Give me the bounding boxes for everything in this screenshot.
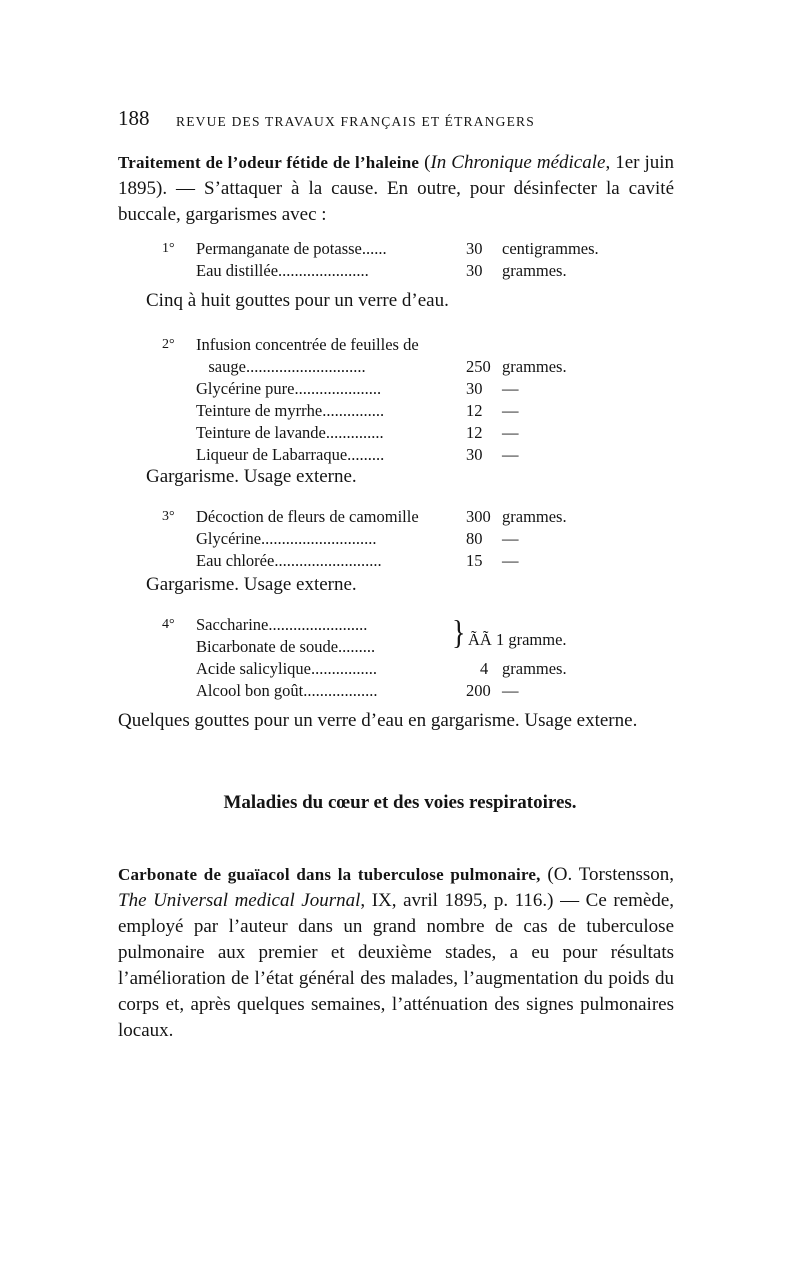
ingredient-name: sauge............................. — [196, 357, 366, 376]
recipe-row — [162, 444, 682, 466]
ingredient-unit: — — [502, 401, 519, 420]
ingredient-name: Décoction de fleurs de camomille — [196, 507, 419, 526]
ingredient-name: Infusion concentrée de feuilles de — [196, 335, 419, 354]
page-number: 188 — [118, 106, 150, 130]
ingredient-unit: centigrammes. — [502, 239, 599, 258]
ingredient-name: Alcool bon goût.................. — [196, 681, 378, 700]
ingredient-name: Acide salicylique................ — [196, 659, 378, 678]
recipe-note: Cinq à huit gouttes pour un verre d’eau. — [146, 290, 449, 311]
ingredient-name: Bicarbonate de soude......... — [196, 637, 376, 656]
recipe-row — [162, 260, 682, 282]
ingredient-name: Teinture de lavande.............. — [196, 423, 384, 442]
ingredient-qty: 12 — [466, 401, 483, 420]
recipe-row — [162, 636, 682, 658]
recipe-number: 2° — [162, 337, 175, 352]
recipe-row — [162, 614, 682, 636]
recipe-number: 3° — [162, 509, 175, 524]
ingredient-unit: grammes. — [502, 659, 567, 678]
ingredient-qty: 250 — [466, 357, 491, 376]
article-lead-title: Carbonate de guaïacol dans la tuberculose pulmonaire, — [118, 865, 541, 884]
paragraph-text: , IX, avril 1895, p. 116.) — Ce remède, employé par l’auteur dans un grand nombre de cas de tuberculose pulmonaire aux premier et deuxième stades, a eu pour résultats l’amélioration de l’état général des malades, l’augmentation du poids du corps et, après quelques semaines, l’atténuation des signes pulmonaires locaux. — [118, 890, 674, 1041]
ingredient-name: Liqueur de Labarraque......... — [196, 445, 385, 464]
ingredient-qty: 30 — [466, 445, 483, 464]
source-journal: In Chronique médicale — [430, 152, 606, 173]
ingredient-name: Permanganate de potasse...... — [196, 239, 387, 258]
paragraph-text: , 1er juin 1895). — S’attaquer à la cause. En outre, pour désinfecter la cavité buccale, gargarismes avec : — [118, 152, 675, 225]
ingredient-qty: 12 — [466, 423, 483, 442]
recipe-note: Gargarisme. Usage externe. — [146, 466, 357, 487]
recipe-4 — [162, 614, 682, 702]
ingredient-unit: grammes. — [502, 261, 567, 280]
recipe-row — [162, 550, 682, 572]
recipe-row — [162, 378, 682, 400]
ingredient-unit: grammes. — [502, 507, 567, 526]
ingredient-unit: — — [502, 445, 519, 464]
source-open: ( — [419, 152, 431, 173]
ingredient-unit: — — [502, 379, 519, 398]
ingredient-name: Saccharine........................ — [196, 615, 368, 634]
ingredient-unit: — — [502, 681, 519, 700]
brace-symbol: } — [452, 614, 466, 652]
recipe-row — [162, 680, 682, 702]
recipe-row — [162, 400, 682, 422]
ingredient-unit: grammes. — [502, 357, 567, 376]
paragraph-guaiacol — [118, 862, 674, 1044]
ingredient-unit: — — [502, 551, 519, 570]
recipe-2 — [162, 334, 682, 466]
page-header — [118, 106, 678, 136]
recipe-row — [162, 238, 682, 260]
recipe-number: 4° — [162, 617, 175, 632]
ingredient-name: Glycérine pure..................... — [196, 379, 382, 398]
article-lead-title: Traitement de l’odeur fétide de l’haleine — [118, 153, 420, 172]
paragraph-text: (O. Torstensson, — [540, 864, 674, 885]
recipe-row — [162, 528, 682, 550]
ingredient-qty: 30 — [466, 261, 483, 280]
ingredient-unit: — — [502, 423, 519, 442]
recipe-note: Quelques gouttes pour un verre d’eau en gargarisme. Usage externe. — [118, 710, 638, 731]
brace-quantity: ÃÃ 1 gramme. — [468, 630, 567, 649]
ingredient-qty: 300 — [466, 507, 491, 526]
ingredient-qty: 80 — [466, 529, 483, 548]
section-title: Maladies du cœur et des voies respiratoires. — [223, 792, 577, 813]
ingredient-name: Eau chlorée.......................... — [196, 551, 382, 570]
ingredient-qty: 30 — [466, 379, 483, 398]
paragraph-halitosis — [118, 150, 674, 228]
recipe-row — [162, 658, 682, 680]
ingredient-unit: — — [502, 529, 519, 548]
recipe-row — [162, 422, 682, 444]
source-journal: The Universal medical Journal — [118, 890, 361, 911]
recipe-row — [162, 356, 682, 378]
ingredient-qty: 200 — [466, 681, 491, 700]
ingredient-name: Eau distillée...................... — [196, 261, 369, 280]
ingredient-qty: 30 — [466, 239, 483, 258]
recipe-row — [162, 506, 682, 528]
running-head: REVUE DES TRAVAUX FRANÇAIS ET ÉTRANGERS — [176, 114, 535, 129]
recipe-1 — [162, 238, 682, 282]
ingredient-name: Glycérine............................ — [196, 529, 377, 548]
ingredient-name: Teinture de myrrhe............... — [196, 401, 385, 420]
recipe-note: Gargarisme. Usage externe. — [146, 574, 357, 595]
recipe-3 — [162, 506, 682, 572]
recipe-row — [162, 334, 682, 356]
recipe-number: 1° — [162, 241, 175, 256]
ingredient-qty: 15 — [466, 551, 483, 570]
ingredient-qty: 4 — [480, 659, 489, 678]
